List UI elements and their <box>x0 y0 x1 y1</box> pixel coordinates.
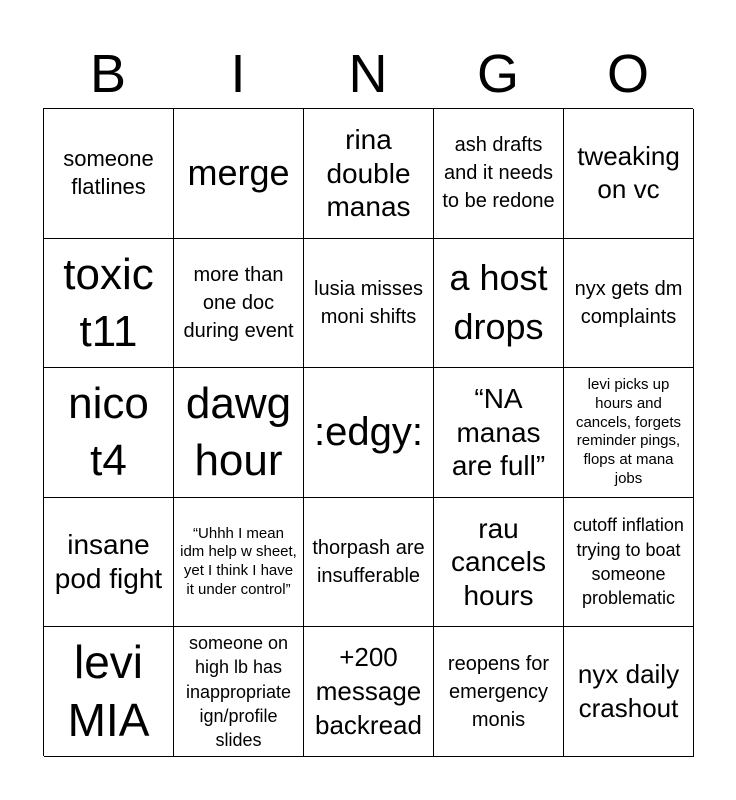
bingo-cell-3-2[interactable]: dawg hour <box>174 368 304 498</box>
header-letter-i: I <box>230 44 246 104</box>
bingo-cell-4-1[interactable]: insane pod fight <box>44 498 174 628</box>
bingo-cell-2-2[interactable]: more than one doc during event <box>174 239 304 369</box>
bingo-cell-5-4[interactable]: reopens for emergency monis <box>434 627 564 757</box>
bingo-cell-2-3[interactable]: lusia misses moni shifts <box>304 239 434 369</box>
bingo-cell-2-1[interactable]: toxic t11 <box>44 239 174 369</box>
bingo-cell-2-4[interactable]: a host drops <box>434 239 564 369</box>
bingo-cell-3-4[interactable]: “NA manas are full” <box>434 368 564 498</box>
bingo-cell-5-3[interactable]: +200 message backread <box>304 627 434 757</box>
bingo-cell-4-3[interactable]: thorpash are insufferable <box>304 498 434 628</box>
bingo-grid <box>43 108 693 756</box>
bingo-cell-3-3[interactable]: :edgy: <box>304 368 434 498</box>
bingo-cell-4-4[interactable]: rau cancels hours <box>434 498 564 628</box>
bingo-header <box>43 40 693 108</box>
bingo-cell-1-1[interactable]: someone flatlines <box>44 109 174 239</box>
bingo-cell-1-4[interactable]: ash drafts and it needs to be redone <box>434 109 564 239</box>
bingo-cell-5-2[interactable]: someone on high lb has inappropriate ign/profile slides <box>174 627 304 757</box>
bingo-cell-3-5[interactable]: levi picks up hours and cancels, forgets reminder pings, flops at mana jobs <box>564 368 694 498</box>
bingo-cell-1-3[interactable]: rina double manas <box>304 109 434 239</box>
bingo-cell-5-5[interactable]: nyx daily crashout <box>564 627 694 757</box>
header-letter-o: O <box>606 44 649 104</box>
bingo-cell-5-1[interactable]: levi MIA <box>44 627 174 757</box>
bingo-cell-1-5[interactable]: tweaking on vc <box>564 109 694 239</box>
bingo-cell-4-5[interactable]: cutoff inflation trying to boat someone problematic <box>564 498 694 628</box>
bingo-cell-2-5[interactable]: nyx gets dm complaints <box>564 239 694 369</box>
header-letter-b: B <box>89 44 127 104</box>
bingo-cell-3-1[interactable]: nico t4 <box>44 368 174 498</box>
header-letter-g: G <box>476 44 519 104</box>
bingo-cell-4-2[interactable]: “Uhhh I mean idm help w sheet, yet I think I have it under control” <box>174 498 304 628</box>
bingo-cell-1-2[interactable]: merge <box>174 109 304 239</box>
header-letter-n: N <box>348 44 388 104</box>
